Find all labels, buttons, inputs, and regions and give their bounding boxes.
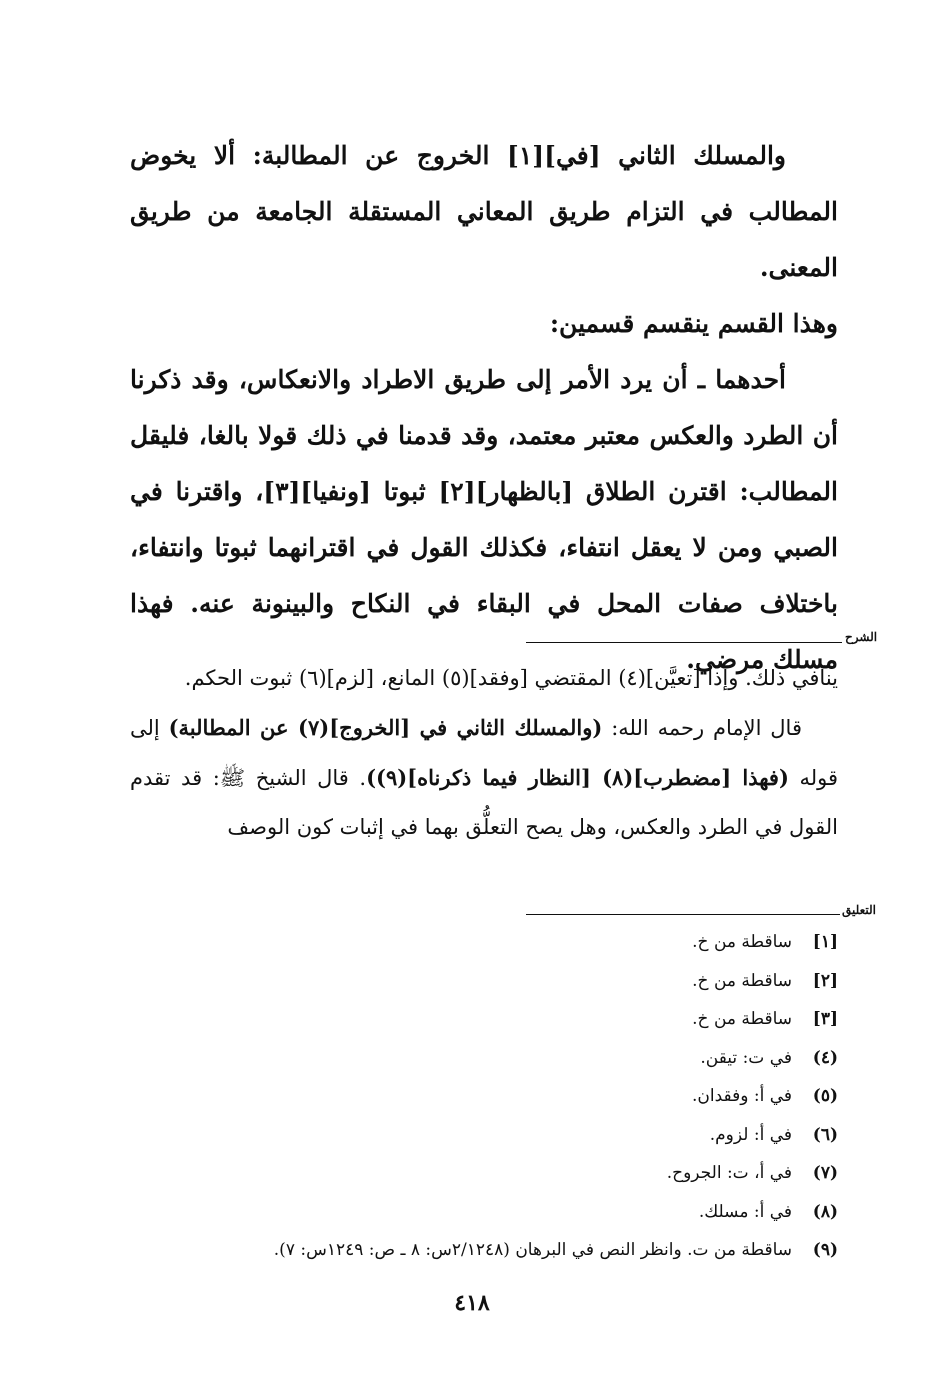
- footnote-number: [١]: [812, 932, 838, 952]
- footnote-number: [٣]: [812, 1009, 838, 1029]
- footnote-8: [130, 1193, 838, 1232]
- footnote-6: [130, 1116, 838, 1155]
- footnote-text: في أ، ت: الجروح.: [666, 1163, 792, 1183]
- footnote-5: [130, 1077, 838, 1116]
- main-paragraph-3: أحدهما ـ أن يرد الأمر إلى طريق الاطراد والانعكاس، وقد ذكرنا أن الطرد والعكس معتبر معتمد، وقد قدمنا في ذلك قولا بالغا، فليقل المطالب: اقترن الطلاق [بالظهار][٢] ثبوتا [ونفيا][٣]، واقترنا في الصبي ومن لا يعقل انتفاء، فكذلك القول في اقترانهما ثبوتا وانتفاء، باختلاف صفات المحل في البقاء في النكاح والبينونة عنه. فهذا مسلك مرضي.: [130, 365, 838, 674]
- footnote-number: [٢]: [812, 970, 838, 991]
- footnote-text: ساقطة من خ.: [692, 932, 792, 952]
- footnote-number: (٦): [812, 1124, 838, 1145]
- commentary-intro: قال الإمام رحمه الله:: [602, 716, 802, 740]
- footnote-4: [130, 1039, 838, 1078]
- footnote-number: (٤): [812, 1047, 838, 1068]
- footnote-text: في أ: وفقدان.: [691, 1086, 792, 1106]
- commentary-text: [130, 654, 838, 852]
- sharh-label: الشرح: [845, 630, 878, 644]
- taliq-divider: [526, 914, 840, 915]
- footnote-7: [130, 1154, 838, 1193]
- footnote-text: في ت: تيقن.: [700, 1047, 792, 1068]
- footnote-text: ساقطة من ت. وانظر النص في البرهان (٢/١٢٤٨س: ٨ ـ ص: ١٢٤٩س: ٧).: [273, 1240, 792, 1260]
- footnote-number: (٨): [812, 1201, 838, 1222]
- footnote-text: في أ: لزوم.: [709, 1124, 792, 1145]
- page-number: ٤١٨: [454, 1290, 490, 1316]
- footnote-3: [130, 1000, 838, 1039]
- main-text: [130, 128, 838, 688]
- footnote-1: [130, 923, 838, 962]
- footnote-text: ساقطة من خ.: [692, 970, 792, 991]
- quoted-text-end: (فهذا [مضطرب](٨) [النظار فيما ذكرناه](٩)): [366, 765, 789, 790]
- taliq-label: التعليق: [842, 903, 877, 917]
- footnote-text: في أ: مسلك.: [698, 1201, 792, 1222]
- footnote-number: (٧): [812, 1163, 838, 1183]
- sharh-divider: [526, 642, 842, 643]
- main-paragraph-2: وهذا القسم ينقسم قسمين:: [549, 309, 838, 338]
- main-paragraph-1: والمسلك الثاني [في][١] الخروج عن المطالبة: ألا يخوض المطالب في التزام طريق المعاني المستقلة الجامعة من طريق المعنى.: [130, 141, 838, 282]
- commentary-body: . قال الشيخ ﷺ: قد تقدم القول في الطرد والعكس، وهل يصح التعلُّق بهما في إثبات كون الوصف: [130, 766, 838, 839]
- footnote-number: (٥): [812, 1086, 838, 1106]
- commentary-connector: إلى قوله: [130, 716, 839, 790]
- commentary-paragraph-2: [130, 703, 838, 852]
- commentary-paragraph-1: ينافي ذلك. وإذا [تعيَّن](٤) المقتضي [وفقد](٥) المانع، [لزم](٦) ثبوت الحكم.: [184, 666, 838, 690]
- footnote-number: (٩): [812, 1240, 838, 1260]
- quoted-text-start: (والمسلك الثاني في [الخروج](٧) عن المطالبة): [168, 715, 603, 740]
- footnote-9: [130, 1231, 838, 1270]
- footnotes-list: [130, 923, 838, 1270]
- footnote-2: [130, 962, 838, 1001]
- footnote-text: ساقطة من خ.: [692, 1009, 792, 1029]
